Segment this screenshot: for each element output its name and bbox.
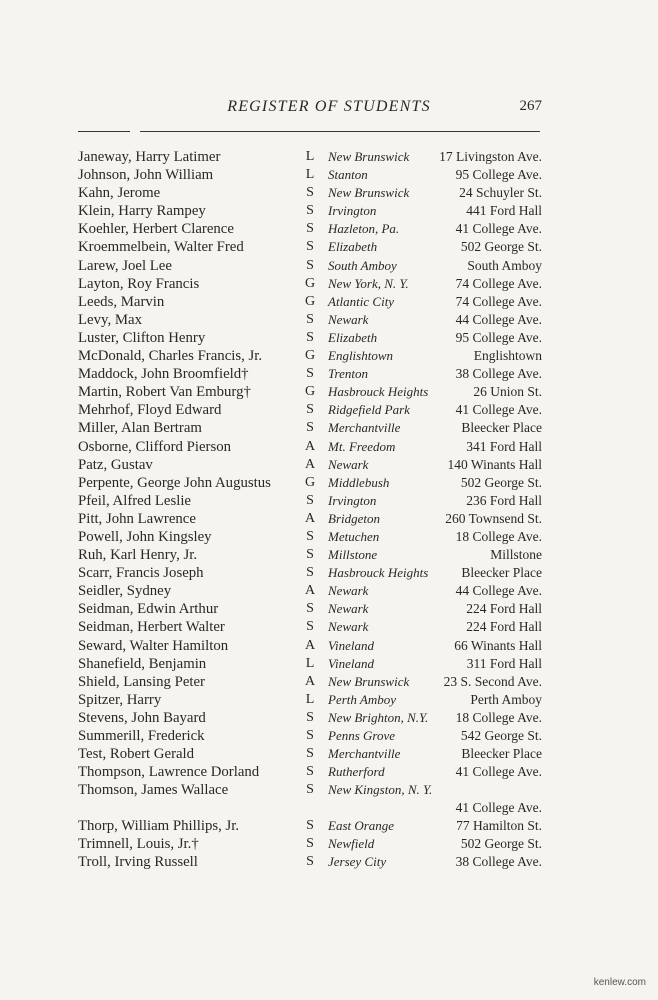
student-class: S xyxy=(306,420,314,436)
student-class: S xyxy=(306,547,314,563)
student-name: Patz, Gustav xyxy=(78,456,153,473)
student-town: Newark xyxy=(328,456,369,472)
student-name: Pfeil, Alfred Leslie xyxy=(78,492,191,509)
student-address: Bleecker Place xyxy=(461,746,542,762)
student-row xyxy=(78,691,542,709)
student-town: Vineland xyxy=(328,637,374,653)
student-name: Pitt, John Lawrence xyxy=(78,510,196,527)
student-row xyxy=(78,853,542,871)
student-town: Middlebush xyxy=(328,474,390,490)
student-name: Leeds, Marvin xyxy=(78,293,165,310)
student-row xyxy=(78,184,542,202)
student-name: Luster, Clifton Henry xyxy=(78,329,206,346)
student-address: 41 College Ave. xyxy=(455,402,542,418)
student-class: S xyxy=(306,311,314,327)
student-row xyxy=(78,365,542,383)
student-town: Newark xyxy=(328,619,369,635)
student-row xyxy=(78,166,542,184)
student-class: S xyxy=(306,528,314,544)
student-town: Newark xyxy=(328,583,369,599)
student-row xyxy=(78,546,542,564)
student-address: 41 College Ave. xyxy=(455,800,542,816)
student-name: Koehler, Herbert Clarence xyxy=(78,221,234,238)
student-address: 224 Ford Hall xyxy=(466,601,542,617)
student-class: S xyxy=(306,854,314,870)
student-town: Stanton xyxy=(328,167,368,183)
student-town: Ridgefield Park xyxy=(328,402,410,418)
student-row xyxy=(78,293,542,311)
student-town: Merchantville xyxy=(328,420,401,436)
student-town: Trenton xyxy=(328,366,368,382)
student-address: 441 Ford Hall xyxy=(466,203,542,219)
student-name: Levy, Max xyxy=(78,311,142,328)
student-address: 23 S. Second Ave. xyxy=(443,673,542,689)
student-row xyxy=(78,528,542,546)
student-address: 74 College Ave. xyxy=(455,293,542,309)
student-town: Hasbrouck Heights xyxy=(328,565,429,581)
student-address: 77 Hamilton St. xyxy=(456,818,542,834)
site-watermark: kenlew.com xyxy=(593,977,646,988)
student-name: Ruh, Karl Henry, Jr. xyxy=(78,547,198,564)
student-town: Vineland xyxy=(328,655,374,671)
student-town: Atlantic City xyxy=(328,293,395,309)
student-address: 311 Ford Hall xyxy=(466,655,542,671)
student-row xyxy=(78,220,542,238)
student-class: S xyxy=(306,728,314,743)
student-name: Perpente, George John Augustus xyxy=(78,474,271,491)
student-address: 502 George St. xyxy=(460,836,542,852)
student-class: G xyxy=(304,348,316,364)
student-town: New Kingston, N. Y. xyxy=(328,782,433,798)
student-class: L xyxy=(305,149,315,164)
student-row xyxy=(78,817,542,835)
student-class: S xyxy=(306,619,314,635)
page-number: 267 xyxy=(519,98,542,114)
student-class: S xyxy=(306,221,314,237)
student-address: 18 College Ave. xyxy=(455,528,542,544)
student-class: A xyxy=(304,510,316,526)
student-town: New Brunswick xyxy=(328,149,410,164)
student-name: Thorp, William Phillips, Jr. xyxy=(78,818,240,835)
student-row xyxy=(78,419,542,437)
student-address: 66 Winants Hall xyxy=(454,637,542,653)
student-address: 17 Livingston Ave. xyxy=(439,149,542,164)
student-town: Elizabeth xyxy=(328,329,378,345)
student-name: Maddock, John Broomfield† xyxy=(78,366,249,383)
student-name: Thomson, James Wallace xyxy=(78,782,229,799)
student-address: 44 College Ave. xyxy=(455,311,542,327)
student-address: 502 George St. xyxy=(460,239,542,255)
student-address: South Amboy xyxy=(467,257,542,273)
student-row xyxy=(78,781,542,817)
student-name: Scarr, Francis Joseph xyxy=(78,565,204,582)
student-address: 236 Ford Hall xyxy=(466,492,542,508)
student-class: S xyxy=(306,402,314,418)
student-row xyxy=(78,401,542,419)
student-address: 41 College Ave. xyxy=(455,764,542,780)
student-row xyxy=(78,673,542,691)
student-address: 18 College Ave. xyxy=(455,709,542,725)
student-town: Hazleton, Pa. xyxy=(328,221,400,237)
student-name: Mehrhof, Floyd Edward xyxy=(78,402,222,419)
student-row xyxy=(78,148,542,166)
student-row xyxy=(78,347,542,365)
student-class: S xyxy=(306,764,314,780)
student-town: Millstone xyxy=(328,547,378,563)
student-address: 95 College Ave. xyxy=(455,167,542,183)
student-address: 260 Townsend St. xyxy=(445,510,542,526)
student-town: Perth Amboy xyxy=(328,691,396,707)
student-address: 44 College Ave. xyxy=(455,583,542,599)
student-town: Hasbrouck Heights xyxy=(328,384,429,400)
student-name: Martin, Robert Van Emburg† xyxy=(78,384,251,401)
student-town: Metuchen xyxy=(328,528,380,544)
page-title: REGISTER OF STUDENTS xyxy=(227,98,431,115)
student-row xyxy=(78,275,542,293)
student-class: G xyxy=(304,293,316,309)
student-town: Merchantville xyxy=(328,746,401,762)
student-row xyxy=(78,727,542,745)
student-row xyxy=(78,618,542,636)
student-class: L xyxy=(305,691,315,707)
student-class: S xyxy=(306,257,314,273)
student-row xyxy=(78,438,542,456)
student-address: Millstone xyxy=(490,547,542,563)
student-town: Irvington xyxy=(328,492,377,508)
student-town: Newark xyxy=(328,601,369,617)
student-name: Seidman, Edwin Arthur xyxy=(78,601,219,618)
student-row xyxy=(78,510,542,528)
student-town: New Brunswick xyxy=(328,185,410,201)
student-town: Irvington xyxy=(328,203,377,219)
student-name: Test, Robert Gerald xyxy=(78,746,195,763)
student-name: Trimnell, Louis, Jr.† xyxy=(78,836,199,853)
student-row xyxy=(78,835,542,853)
student-name: McDonald, Charles Francis, Jr. xyxy=(78,348,263,365)
student-name: Janeway, Harry Latimer xyxy=(78,149,221,165)
student-address: 95 College Ave. xyxy=(455,329,542,345)
student-register-list xyxy=(78,148,542,872)
student-row xyxy=(78,745,542,763)
student-class: S xyxy=(306,818,314,834)
student-class: S xyxy=(306,565,314,581)
student-class: S xyxy=(306,492,314,508)
student-name: Larew, Joel Lee xyxy=(78,257,172,274)
student-class: A xyxy=(304,456,316,472)
student-town: Jersey City xyxy=(328,854,387,870)
student-town: New Brighton, N.Y. xyxy=(328,709,429,725)
student-class: S xyxy=(306,836,314,852)
student-name: Shield, Lansing Peter xyxy=(78,673,205,690)
student-address: 502 George St. xyxy=(460,474,542,490)
student-class: S xyxy=(306,601,314,617)
student-address: Englishtown xyxy=(473,348,542,364)
student-name: Seward, Walter Hamilton xyxy=(78,637,229,654)
student-class: S xyxy=(306,746,314,762)
student-name: Johnson, John William xyxy=(78,167,214,184)
student-class: G xyxy=(304,474,316,490)
student-name: Thompson, Lawrence Dorland xyxy=(78,764,260,781)
student-row xyxy=(78,257,542,275)
student-row xyxy=(78,456,542,474)
student-row xyxy=(78,582,542,600)
student-class: G xyxy=(304,275,316,291)
student-address: 38 College Ave. xyxy=(455,854,542,870)
student-address: 24 Schuyler St. xyxy=(459,185,542,201)
student-class: A xyxy=(304,637,316,653)
student-class: A xyxy=(304,438,316,454)
student-address: Bleecker Place xyxy=(461,565,542,581)
student-name: Seidler, Sydney xyxy=(78,583,172,600)
student-town: Newfield xyxy=(328,836,375,852)
student-class: S xyxy=(306,366,314,382)
student-row xyxy=(78,311,542,329)
student-town: East Orange xyxy=(328,818,395,834)
student-town: Newark xyxy=(328,311,369,327)
header-rule-long xyxy=(140,131,540,132)
student-name: Kroemmelbein, Walter Fred xyxy=(78,239,244,256)
student-name: Powell, John Kingsley xyxy=(78,528,212,545)
student-address: 41 College Ave. xyxy=(455,221,542,237)
student-name: Shanefield, Benjamin xyxy=(78,655,207,672)
student-town: South Amboy xyxy=(328,257,397,273)
student-class: S xyxy=(306,185,314,201)
student-name: Summerill, Frederick xyxy=(78,728,205,744)
student-row xyxy=(78,383,542,401)
student-address: 224 Ford Hall xyxy=(466,619,542,635)
header-rule-short xyxy=(78,131,130,132)
student-name: Spitzer, Harry xyxy=(78,691,162,708)
student-row xyxy=(78,709,542,727)
student-row xyxy=(78,238,542,256)
student-town: Bridgeton xyxy=(328,510,380,526)
student-town: New Brunswick xyxy=(328,673,410,689)
student-address: 26 Union St. xyxy=(473,384,542,400)
student-name: Miller, Alan Bertram xyxy=(78,420,202,437)
student-class: L xyxy=(305,167,315,183)
student-name: Troll, Irving Russell xyxy=(78,854,198,871)
student-town: New York, N. Y. xyxy=(328,275,409,291)
student-town: Mt. Freedom xyxy=(328,438,396,454)
student-town: Elizabeth xyxy=(328,239,378,255)
student-class: S xyxy=(306,329,314,345)
student-address: Bleecker Place xyxy=(461,420,542,436)
student-row xyxy=(78,600,542,618)
student-class: A xyxy=(304,583,316,599)
student-class: S xyxy=(306,203,314,219)
student-row xyxy=(78,655,542,673)
student-row xyxy=(78,492,542,510)
student-name: Klein, Harry Rampey xyxy=(78,203,206,220)
student-town: Penns Grove xyxy=(328,728,396,743)
student-address: 38 College Ave. xyxy=(455,366,542,382)
student-class: S xyxy=(306,709,314,725)
student-class: S xyxy=(306,782,314,798)
student-row xyxy=(78,637,542,655)
student-town: Rutherford xyxy=(328,764,385,780)
student-name: Stevens, John Bayard xyxy=(78,709,206,726)
student-name: Osborne, Clifford Pierson xyxy=(78,438,232,455)
student-class: L xyxy=(305,655,315,671)
student-address: 542 George St. xyxy=(460,728,542,743)
student-row xyxy=(78,474,542,492)
student-row xyxy=(78,202,542,220)
student-address: 74 College Ave. xyxy=(455,275,542,291)
student-address: 341 Ford Hall xyxy=(466,438,542,454)
student-row xyxy=(78,329,542,347)
student-class: S xyxy=(306,239,314,255)
student-row xyxy=(78,564,542,582)
student-class: A xyxy=(304,673,316,689)
student-address: Perth Amboy xyxy=(470,691,542,707)
student-name: Seidman, Herbert Walter xyxy=(78,619,225,636)
student-address: 140 Winants Hall xyxy=(447,456,542,472)
student-name: Layton, Roy Francis xyxy=(78,275,200,292)
student-class: G xyxy=(304,384,316,400)
student-town: Englishtown xyxy=(328,348,394,364)
student-row xyxy=(78,763,542,781)
student-name: Kahn, Jerome xyxy=(78,185,161,202)
